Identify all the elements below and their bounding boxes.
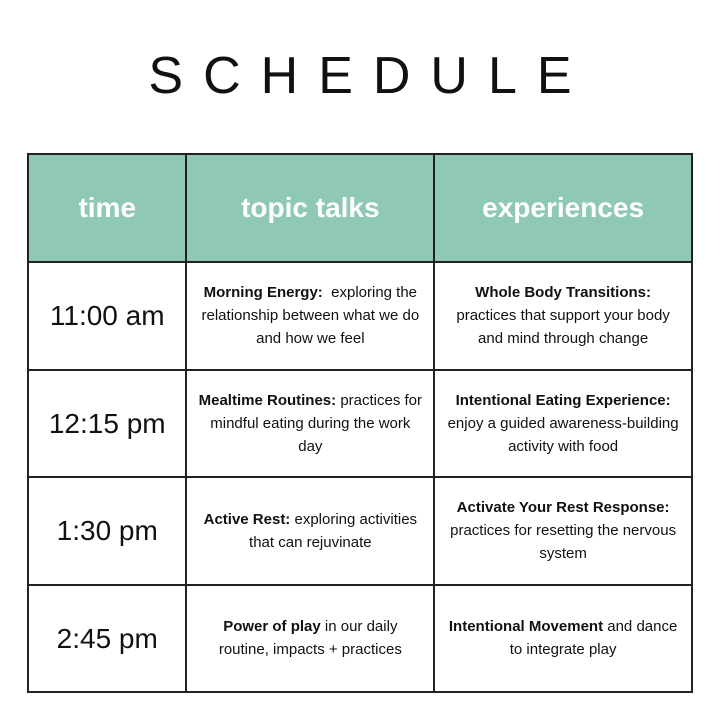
topic-cell bbox=[186, 262, 434, 370]
topic-title: Mealtime Routines: bbox=[198, 391, 337, 409]
topic-description: in our daily routine, impacts + practices bbox=[218, 618, 402, 659]
experience-cell bbox=[434, 370, 692, 478]
header-row bbox=[28, 154, 692, 262]
topic-description: practices for mindful eating during the work day bbox=[210, 391, 423, 455]
header-time: time bbox=[28, 154, 186, 262]
experience-cell bbox=[434, 477, 692, 585]
table-row bbox=[28, 585, 692, 693]
topic-description: exploring the relationship between what we do and how we feel bbox=[201, 284, 424, 348]
experience-description: practices that support your body and mind through change bbox=[456, 307, 670, 348]
topic-title: Active Rest: bbox=[203, 510, 291, 528]
table-row bbox=[28, 477, 692, 585]
topic-cell bbox=[186, 477, 434, 585]
experience-title: Intentional Movement bbox=[448, 618, 604, 636]
topic-title: Morning Energy: bbox=[203, 284, 323, 302]
experience-description: enjoy a guided awareness-building activity with food bbox=[447, 414, 679, 455]
table-row bbox=[28, 370, 692, 478]
experience-description: and dance to integrate play bbox=[509, 618, 678, 659]
time-cell: 11:00 am bbox=[28, 262, 186, 370]
topic-title: Power of play bbox=[223, 618, 321, 636]
experience-cell bbox=[434, 585, 692, 693]
experience-cell bbox=[434, 262, 692, 370]
time-cell: 12:15 pm bbox=[28, 370, 186, 478]
topic-cell bbox=[186, 585, 434, 693]
page-title: SCHEDULE bbox=[148, 47, 592, 105]
experience-description: practices for resetting the nervous system bbox=[450, 522, 677, 563]
time-cell: 2:45 pm bbox=[28, 585, 186, 693]
header-experiences: experiences bbox=[434, 154, 692, 262]
experience-title: Activate Your Rest Response: bbox=[456, 499, 670, 517]
header-topic-talks: topic talks bbox=[186, 154, 434, 262]
experience-title: Whole Body Transitions: bbox=[475, 284, 652, 302]
experience-title: Intentional Eating Experience: bbox=[455, 391, 671, 409]
table-row bbox=[28, 262, 692, 370]
schedule-table bbox=[27, 153, 693, 693]
topic-cell bbox=[186, 370, 434, 478]
time-cell: 1:30 pm bbox=[28, 477, 186, 585]
topic-description: exploring activities that can rejuvinate bbox=[249, 510, 418, 551]
